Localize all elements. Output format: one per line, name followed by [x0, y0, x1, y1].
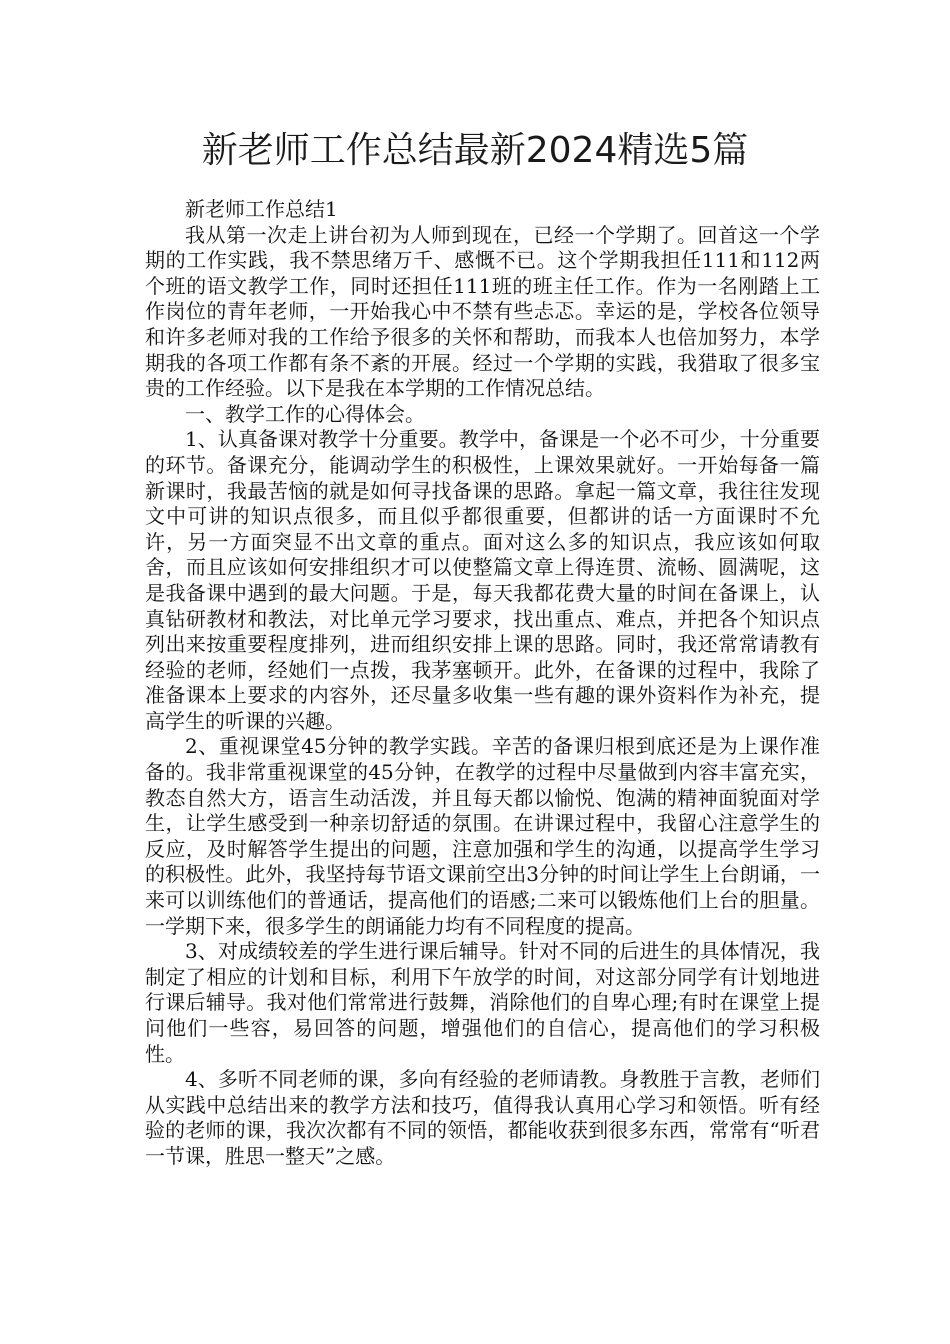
paragraph: 我从第一次走上讲台初为人师到现在，已经一个学期了。回首这一个学期的工作实践，我不禁思绪万千、感慨不已。这个学期我担任111和112两个班的语文教学工作，同时还担任111班的班主任工作。作为一名刚踏上工作岗位的青年老师，一开始我心中不禁有些忐忑。幸运的是，学校各位领导和许多老师对我的工作给予很多的关怀和帮助，而我本人也倍加努力，本学期我的各项工作都有条不紊的开展。经过一个学期的实践，我猎取了很多宝贵的工作经验。以下是我在本学期的工作情况总结。	[145, 222, 820, 401]
paragraph: 3、对成绩较差的学生进行课后辅导。针对不同的后进生的具体情况，我制定了相应的计划和目标，利用下午放学的时间，对这部分同学有计划地进行课后辅导。我对他们常常进行鼓舞，消除他们的自卑心理;有时在课堂上提问他们一些容，易回答的问题，增强他们的自信心，提高他们的学习积极性。	[145, 939, 820, 1066]
section-heading: 新老师工作总结1	[185, 197, 338, 221]
document-title: 新老师工作总结最新2024精选5篇	[201, 130, 749, 171]
paragraph: 4、多听不同老师的课，多向有经验的老师请教。身教胜于言教，老师们从实践中总结出来的教学方法和技巧，值得我认真用心学习和领悟。听有经验的老师的课，我次次都有不同的领悟，都能收获到很多东西，常常有“听君一节课，胜思一整天”之感。	[145, 1067, 820, 1168]
document-body	[145, 197, 820, 1170]
subsection-heading: 一、教学工作的心得体会。	[185, 401, 425, 426]
paragraph: 1、认真备课对教学十分重要。教学中，备课是一个必不可少，十分重要的环节。备课充分，能调动学生的积极性，上课效果就好。一开始每备一篇新课时，我最苦恼的就是如何寻找备课的思路。拿起一篇文章，我往往发现文中可讲的知识点很多，而且似乎都很重要，但都讲的话一方面课时不允许，另一方面突显不出文章的重点。面对这么多的知识点，我应该如何取舍，而且应该如何安排组织才可以使整篇文章上得连贯、流畅、圆满呢，这是我备课中遇到的最大问题。于是，每天我都花费大量的时间在备课上，认真钻研教材和教法，对比单元学习要求，找出重点、难点，并把各个知识点列出来按重要程度排列，进而组织安排上课的思路。同时，我还常常请教有经验的老师，经她们一点拨，我茅塞顿开。此外，在备课的过程中，我除了准备课本上要求的内容外，还尽量多收集一些有趣的课外资料作为补充，提高学生的听课的兴趣。	[145, 427, 820, 733]
paragraph: 2、重视课堂45分钟的教学实践。辛苦的备课归根到底还是为上课作准备的。我非常重视课堂的45分钟，在教学的过程中尽量做到内容丰富充实，教态自然大方，语言生动活泼，并且每天都以愉悦、饱满的精神面貌面对学生，让学生感受到一种亲切舒适的氛围。在讲课过程中，我留心注意学生的反应，及时解答学生提出的问题，注意加强和学生的沟通，以提高学生学习的积极性。此外，我坚持每节语文课前空出3分钟的时间让学生上台朗诵，一来可以训练他们的普通话，提高他们的语感;二来可以锻炼他们上台的胆量。一学期下来，很多学生的朗诵能力均有不同程度的提高。	[145, 734, 820, 938]
